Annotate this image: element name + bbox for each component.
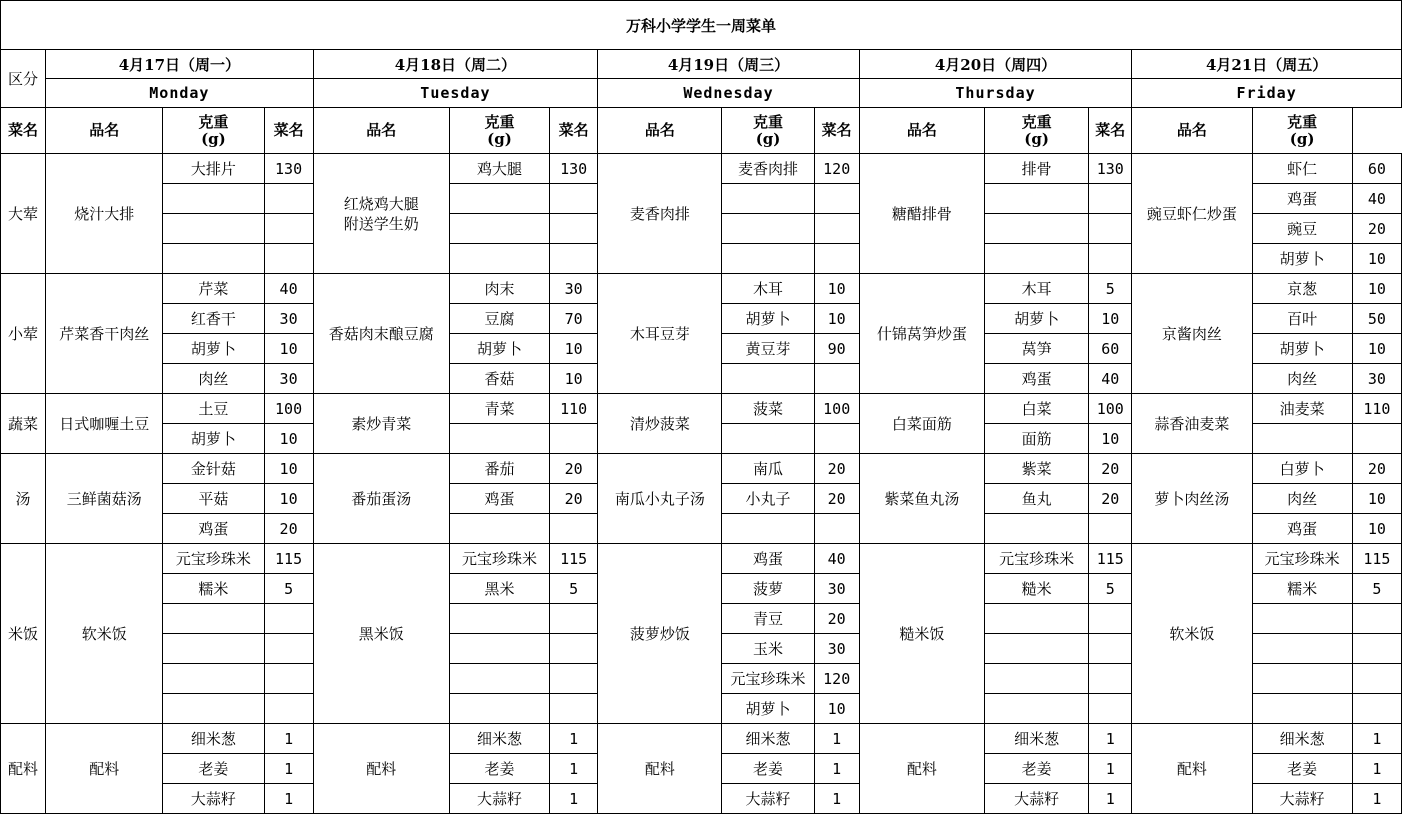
ingredient-weight: 5 [1352,574,1401,604]
ingredient-weight: 10 [264,424,313,454]
day-date-header: 4月20日（周四） [859,50,1132,79]
ingredient-weight: 1 [1089,724,1132,754]
weight-header-top: 克重 [198,112,229,131]
ingredient-weight: 120 [814,154,859,184]
ingredient-name [449,664,549,694]
ingredient-weight: 30 [814,574,859,604]
ingredient-weight: 10 [814,304,859,334]
ingredient-weight [1352,694,1401,724]
ingredient-name: 大蒜籽 [163,784,264,814]
ingredient-name: 芹菜 [163,274,264,304]
weight-header-top: 克重 [753,112,784,131]
ingredient-weight: 1 [1352,754,1401,784]
ingredient-name: 糙米 [985,574,1089,604]
ingredient-name [985,694,1089,724]
ingredient-weight: 130 [1089,154,1132,184]
ingredient-name: 胡萝卜 [449,334,549,364]
ingredient-name [449,214,549,244]
dish-name: 黑米饭 [313,544,449,724]
ingredient-name: 紫菜 [985,454,1089,484]
table-row [1,274,1402,304]
ingredient-weight [550,514,598,544]
ingredient-name: 青菜 [449,394,549,424]
ingredient-weight: 10 [264,454,313,484]
ingredient-name: 麦香肉排 [722,154,814,184]
ingredient-weight: 30 [264,364,313,394]
day-date-header: 4月18日（周二） [313,50,598,79]
ingredient-name: 细米葱 [985,724,1089,754]
ingredient-weight: 1 [264,784,313,814]
dish-name: 配料 [1132,724,1252,814]
ingredient-name [985,634,1089,664]
ingredient-weight: 1 [550,724,598,754]
ingredient-name: 肉丝 [1252,364,1352,394]
weight-header-unit: (g) [201,129,226,148]
ingredient-weight: 20 [1352,214,1401,244]
ingredient-weight: 20 [814,454,859,484]
ingredient-weight: 10 [550,364,598,394]
ingredient-weight: 1 [1089,754,1132,784]
dish-name: 木耳豆芽 [598,274,722,394]
ingredient-weight: 40 [1352,184,1401,214]
ingredient-name: 老姜 [449,754,549,784]
ingredient-name: 鱼丸 [985,484,1089,514]
ingredient-weight: 130 [550,154,598,184]
ingredient-name: 胡萝卜 [1252,334,1352,364]
dish-name: 配料 [46,724,163,814]
page-title: 万科小学学生一周菜单 [1,1,1402,50]
ingredient-name: 肉末 [449,274,549,304]
ingredient-name [449,184,549,214]
ingredient-weight: 30 [814,634,859,664]
ingredient-name [163,694,264,724]
ingredient-weight: 10 [264,484,313,514]
dish-name: 烧汁大排 [46,154,163,274]
day-english-header: Thursday [859,79,1132,108]
ingredient-name: 鸡蛋 [722,544,814,574]
ingredient-name: 黑米 [449,574,549,604]
category-label: 汤 [1,454,46,544]
weight-column-header [1252,108,1352,154]
ingredient-weight: 1 [264,724,313,754]
ingredient-weight [1089,244,1132,274]
dish-name: 豌豆虾仁炒蛋 [1132,154,1252,274]
weight-header-unit: (g) [1289,129,1315,148]
ingredient-name [449,244,549,274]
ingredient-weight [550,184,598,214]
item-column-header: 品名 [1132,108,1252,154]
ingredient-name [722,214,814,244]
ingredient-weight: 20 [550,454,598,484]
ingredient-weight [550,214,598,244]
ingredient-name: 红香干 [163,304,264,334]
ingredient-name: 胡萝卜 [1252,244,1352,274]
ingredient-name: 鸡大腿 [449,154,549,184]
ingredient-weight [814,214,859,244]
ingredient-weight [264,664,313,694]
ingredient-name [722,244,814,274]
ingredient-weight: 30 [264,304,313,334]
ingredient-name: 胡萝卜 [163,334,264,364]
ingredient-weight: 20 [814,484,859,514]
day-english-header: Friday [1132,79,1402,108]
dish-name: 配料 [313,724,449,814]
day-english-header: Tuesday [313,79,598,108]
dish-name: 软米饭 [1132,544,1252,724]
ingredient-name: 胡萝卜 [163,424,264,454]
ingredient-weight: 130 [264,154,313,184]
ingredient-weight [814,184,859,214]
ingredient-weight [1089,664,1132,694]
ingredient-weight: 50 [1352,304,1401,334]
ingredient-name: 胡萝卜 [722,694,814,724]
ingredient-weight [1089,604,1132,634]
ingredient-name: 鸡蛋 [985,364,1089,394]
ingredient-weight [550,244,598,274]
dish-name: 麦香肉排 [598,154,722,274]
ingredient-weight: 1 [814,754,859,784]
ingredient-name: 鸡蛋 [1252,184,1352,214]
ingredient-weight [264,214,313,244]
ingredient-weight [814,244,859,274]
ingredient-weight: 60 [1352,154,1401,184]
ingredient-weight: 10 [1352,514,1401,544]
ingredient-name: 白萝卜 [1252,454,1352,484]
ingredient-weight: 110 [550,394,598,424]
ingredient-weight: 115 [264,544,313,574]
ingredient-name: 细米葱 [1252,724,1352,754]
dish-name: 日式咖喱土豆 [46,394,163,454]
ingredient-name [985,214,1089,244]
ingredient-name: 白菜 [985,394,1089,424]
ingredient-name: 豆腐 [449,304,549,334]
category-label: 米饭 [1,544,46,724]
ingredient-weight: 10 [1352,334,1401,364]
ingredient-weight: 20 [550,484,598,514]
ingredient-weight: 10 [1352,484,1401,514]
dish-name: 香菇肉末酿豆腐 [313,274,449,394]
ingredient-weight: 1 [814,784,859,814]
table-row [1,724,1402,754]
ingredient-weight: 20 [264,514,313,544]
ingredient-weight [1089,514,1132,544]
weight-header-top: 克重 [1287,112,1318,131]
ingredient-weight: 30 [550,274,598,304]
ingredient-name: 玉米 [722,634,814,664]
dish-name: 蒜香油麦菜 [1132,394,1252,454]
ingredient-weight: 5 [1089,274,1132,304]
ingredient-name: 土豆 [163,394,264,424]
ingredient-weight: 10 [550,334,598,364]
weight-column-header [722,108,814,154]
ingredient-name: 细米葱 [722,724,814,754]
ingredient-weight: 1 [550,784,598,814]
dish-name: 素炒青菜 [313,394,449,454]
dish-name: 南瓜小丸子汤 [598,454,722,544]
ingredient-weight: 10 [1089,424,1132,454]
ingredient-name [985,514,1089,544]
weight-header-unit: (g) [755,129,781,148]
ingredient-weight [814,424,859,454]
ingredient-weight [1352,664,1401,694]
weight-header-top: 克重 [484,112,515,131]
dish-column-header: 菜名 [550,108,598,154]
ingredient-weight [550,604,598,634]
ingredient-name: 香菇 [449,364,549,394]
ingredient-weight [1352,604,1401,634]
ingredient-name [449,604,549,634]
ingredient-name [163,634,264,664]
ingredient-name: 鸡蛋 [163,514,264,544]
ingredient-weight: 10 [1089,304,1132,334]
ingredient-name [449,694,549,724]
ingredient-weight [264,604,313,634]
dish-column-header: 菜名 [1,108,46,154]
weight-header-unit: (g) [1024,129,1049,148]
dish-name: 萝卜肉丝汤 [1132,454,1252,544]
day-date-header: 4月21日（周五） [1132,50,1402,79]
ingredient-name: 细米葱 [449,724,549,754]
ingredient-name: 大排片 [163,154,264,184]
ingredient-weight: 40 [264,274,313,304]
ingredient-name: 胡萝卜 [985,304,1089,334]
ingredient-name: 百叶 [1252,304,1352,334]
ingredient-name [163,664,264,694]
ingredient-weight: 1 [550,754,598,784]
ingredient-name: 黄豆芽 [722,334,814,364]
ingredient-weight: 40 [1089,364,1132,394]
ingredient-weight: 100 [264,394,313,424]
ingredient-weight: 10 [814,694,859,724]
ingredient-name: 肉丝 [163,364,264,394]
ingredient-weight [550,664,598,694]
ingredient-weight: 90 [814,334,859,364]
ingredient-name [722,424,814,454]
ingredient-weight: 120 [814,664,859,694]
ingredient-name: 元宝珍珠米 [163,544,264,574]
dish-name: 三鲜菌菇汤 [46,454,163,544]
ingredient-name [1252,424,1352,454]
ingredient-name: 胡萝卜 [722,304,814,334]
ingredient-weight [814,364,859,394]
ingredient-weight [264,634,313,664]
ingredient-weight: 70 [550,304,598,334]
ingredient-name [449,634,549,664]
day-english-header: Monday [46,79,314,108]
ingredient-name: 虾仁 [1252,154,1352,184]
ingredient-name: 木耳 [985,274,1089,304]
dish-name: 配料 [859,724,984,814]
dish-column-header: 菜名 [1089,108,1132,154]
table-row [1,454,1402,484]
ingredient-name [985,604,1089,634]
ingredient-weight: 20 [1089,454,1132,484]
ingredient-weight: 30 [1352,364,1401,394]
ingredient-weight: 115 [1089,544,1132,574]
ingredient-name [163,244,264,274]
ingredient-name: 面筋 [985,424,1089,454]
category-label: 配料 [1,724,46,814]
ingredient-weight: 5 [264,574,313,604]
item-column-header: 品名 [598,108,722,154]
ingredient-weight: 20 [1352,454,1401,484]
ingredient-name [1252,664,1352,694]
ingredient-name: 木耳 [722,274,814,304]
dish-column-header: 菜名 [264,108,313,154]
ingredient-name: 青豆 [722,604,814,634]
ingredient-name [722,184,814,214]
ingredient-name: 元宝珍珠米 [722,664,814,694]
ingredient-name: 平菇 [163,484,264,514]
item-column-header: 品名 [46,108,163,154]
ingredient-weight [264,244,313,274]
ingredient-weight: 60 [1089,334,1132,364]
dish-name: 清炒菠菜 [598,394,722,454]
weight-column-header [985,108,1089,154]
ingredient-weight: 40 [814,544,859,574]
category-label: 小荤 [1,274,46,394]
ingredient-name [449,424,549,454]
ingredient-name: 鸡蛋 [1252,514,1352,544]
ingredient-name [985,244,1089,274]
ingredient-weight [1352,634,1401,664]
ingredient-name: 油麦菜 [1252,394,1352,424]
ingredient-weight: 10 [814,274,859,304]
dish-name: 红烧鸡大腿 附送学生奶 [313,154,449,274]
ingredient-name: 京葱 [1252,274,1352,304]
ingredient-weight [550,424,598,454]
ingredient-name: 金针菇 [163,454,264,484]
ingredient-weight: 115 [550,544,598,574]
ingredient-name: 豌豆 [1252,214,1352,244]
table-row [1,154,1402,184]
ingredient-weight [1089,184,1132,214]
ingredient-name: 糯米 [163,574,264,604]
ingredient-name: 菠萝 [722,574,814,604]
ingredient-weight: 115 [1352,544,1401,574]
ingredient-weight: 1 [814,724,859,754]
dish-name: 白菜面筋 [859,394,984,454]
ingredient-name: 老姜 [163,754,264,784]
ingredient-weight: 5 [550,574,598,604]
ingredient-name: 南瓜 [722,454,814,484]
ingredient-weight [1352,424,1401,454]
day-date-header: 4月19日（周三） [598,50,860,79]
dish-name: 软米饭 [46,544,163,724]
ingredient-name [163,184,264,214]
dish-name: 什锦莴笋炒蛋 [859,274,984,394]
day-date-header: 4月17日（周一） [46,50,314,79]
ingredient-name: 老姜 [1252,754,1352,784]
ingredient-name [163,604,264,634]
day-english-header: Wednesday [598,79,860,108]
ingredient-weight: 10 [1352,274,1401,304]
ingredient-weight [550,694,598,724]
ingredient-name: 番茄 [449,454,549,484]
ingredient-name: 细米葱 [163,724,264,754]
ingredient-weight: 10 [1352,244,1401,274]
weight-header-top: 克重 [1021,112,1052,131]
dish-name: 菠萝炒饭 [598,544,722,724]
region-header: 区分 [1,50,46,108]
ingredient-name: 莴笋 [985,334,1089,364]
ingredient-weight [550,634,598,664]
ingredient-name: 小丸子 [722,484,814,514]
ingredient-weight [1089,694,1132,724]
ingredient-weight [264,694,313,724]
ingredient-name: 元宝珍珠米 [449,544,549,574]
dish-column-header: 菜名 [814,108,859,154]
ingredient-name: 排骨 [985,154,1089,184]
ingredient-weight: 1 [1352,724,1401,754]
weight-column-header [449,108,549,154]
ingredient-weight [264,184,313,214]
ingredient-weight [1089,634,1132,664]
ingredient-weight: 100 [814,394,859,424]
ingredient-name: 大蒜籽 [985,784,1089,814]
ingredient-name [722,364,814,394]
ingredient-name: 大蒜籽 [722,784,814,814]
ingredient-name [1252,604,1352,634]
dish-name: 糖醋排骨 [859,154,984,274]
ingredient-name [163,214,264,244]
category-label: 大荤 [1,154,46,274]
ingredient-name: 菠菜 [722,394,814,424]
item-column-header: 品名 [313,108,449,154]
ingredient-name: 鸡蛋 [449,484,549,514]
ingredient-weight: 100 [1089,394,1132,424]
dish-name: 糙米饭 [859,544,984,724]
ingredient-weight: 1 [1352,784,1401,814]
dish-name: 紫菜鱼丸汤 [859,454,984,544]
weight-column-header [163,108,264,154]
ingredient-name [1252,634,1352,664]
dish-name: 芹菜香干肉丝 [46,274,163,394]
ingredient-name: 大蒜籽 [449,784,549,814]
ingredient-weight: 5 [1089,574,1132,604]
dish-name: 配料 [598,724,722,814]
weight-header-unit: (g) [487,129,512,148]
ingredient-name: 元宝珍珠米 [1252,544,1352,574]
ingredient-name: 老姜 [722,754,814,784]
ingredient-weight [1089,214,1132,244]
ingredient-name [1252,694,1352,724]
ingredient-name: 肉丝 [1252,484,1352,514]
ingredient-name [449,514,549,544]
ingredient-weight: 1 [264,754,313,784]
ingredient-weight: 10 [264,334,313,364]
category-label: 蔬菜 [1,394,46,454]
ingredient-name [985,184,1089,214]
ingredient-name: 元宝珍珠米 [985,544,1089,574]
ingredient-name: 大蒜籽 [1252,784,1352,814]
ingredient-name: 糯米 [1252,574,1352,604]
ingredient-name [722,514,814,544]
ingredient-weight: 110 [1352,394,1401,424]
ingredient-name [985,664,1089,694]
table-row [1,544,1402,574]
item-column-header: 品名 [859,108,984,154]
ingredient-weight: 1 [1089,784,1132,814]
ingredient-name: 老姜 [985,754,1089,784]
dish-name: 番茄蛋汤 [313,454,449,544]
ingredient-weight: 20 [1089,484,1132,514]
dish-name: 京酱肉丝 [1132,274,1252,394]
ingredient-weight: 20 [814,604,859,634]
ingredient-weight [814,514,859,544]
table-row [1,394,1402,424]
